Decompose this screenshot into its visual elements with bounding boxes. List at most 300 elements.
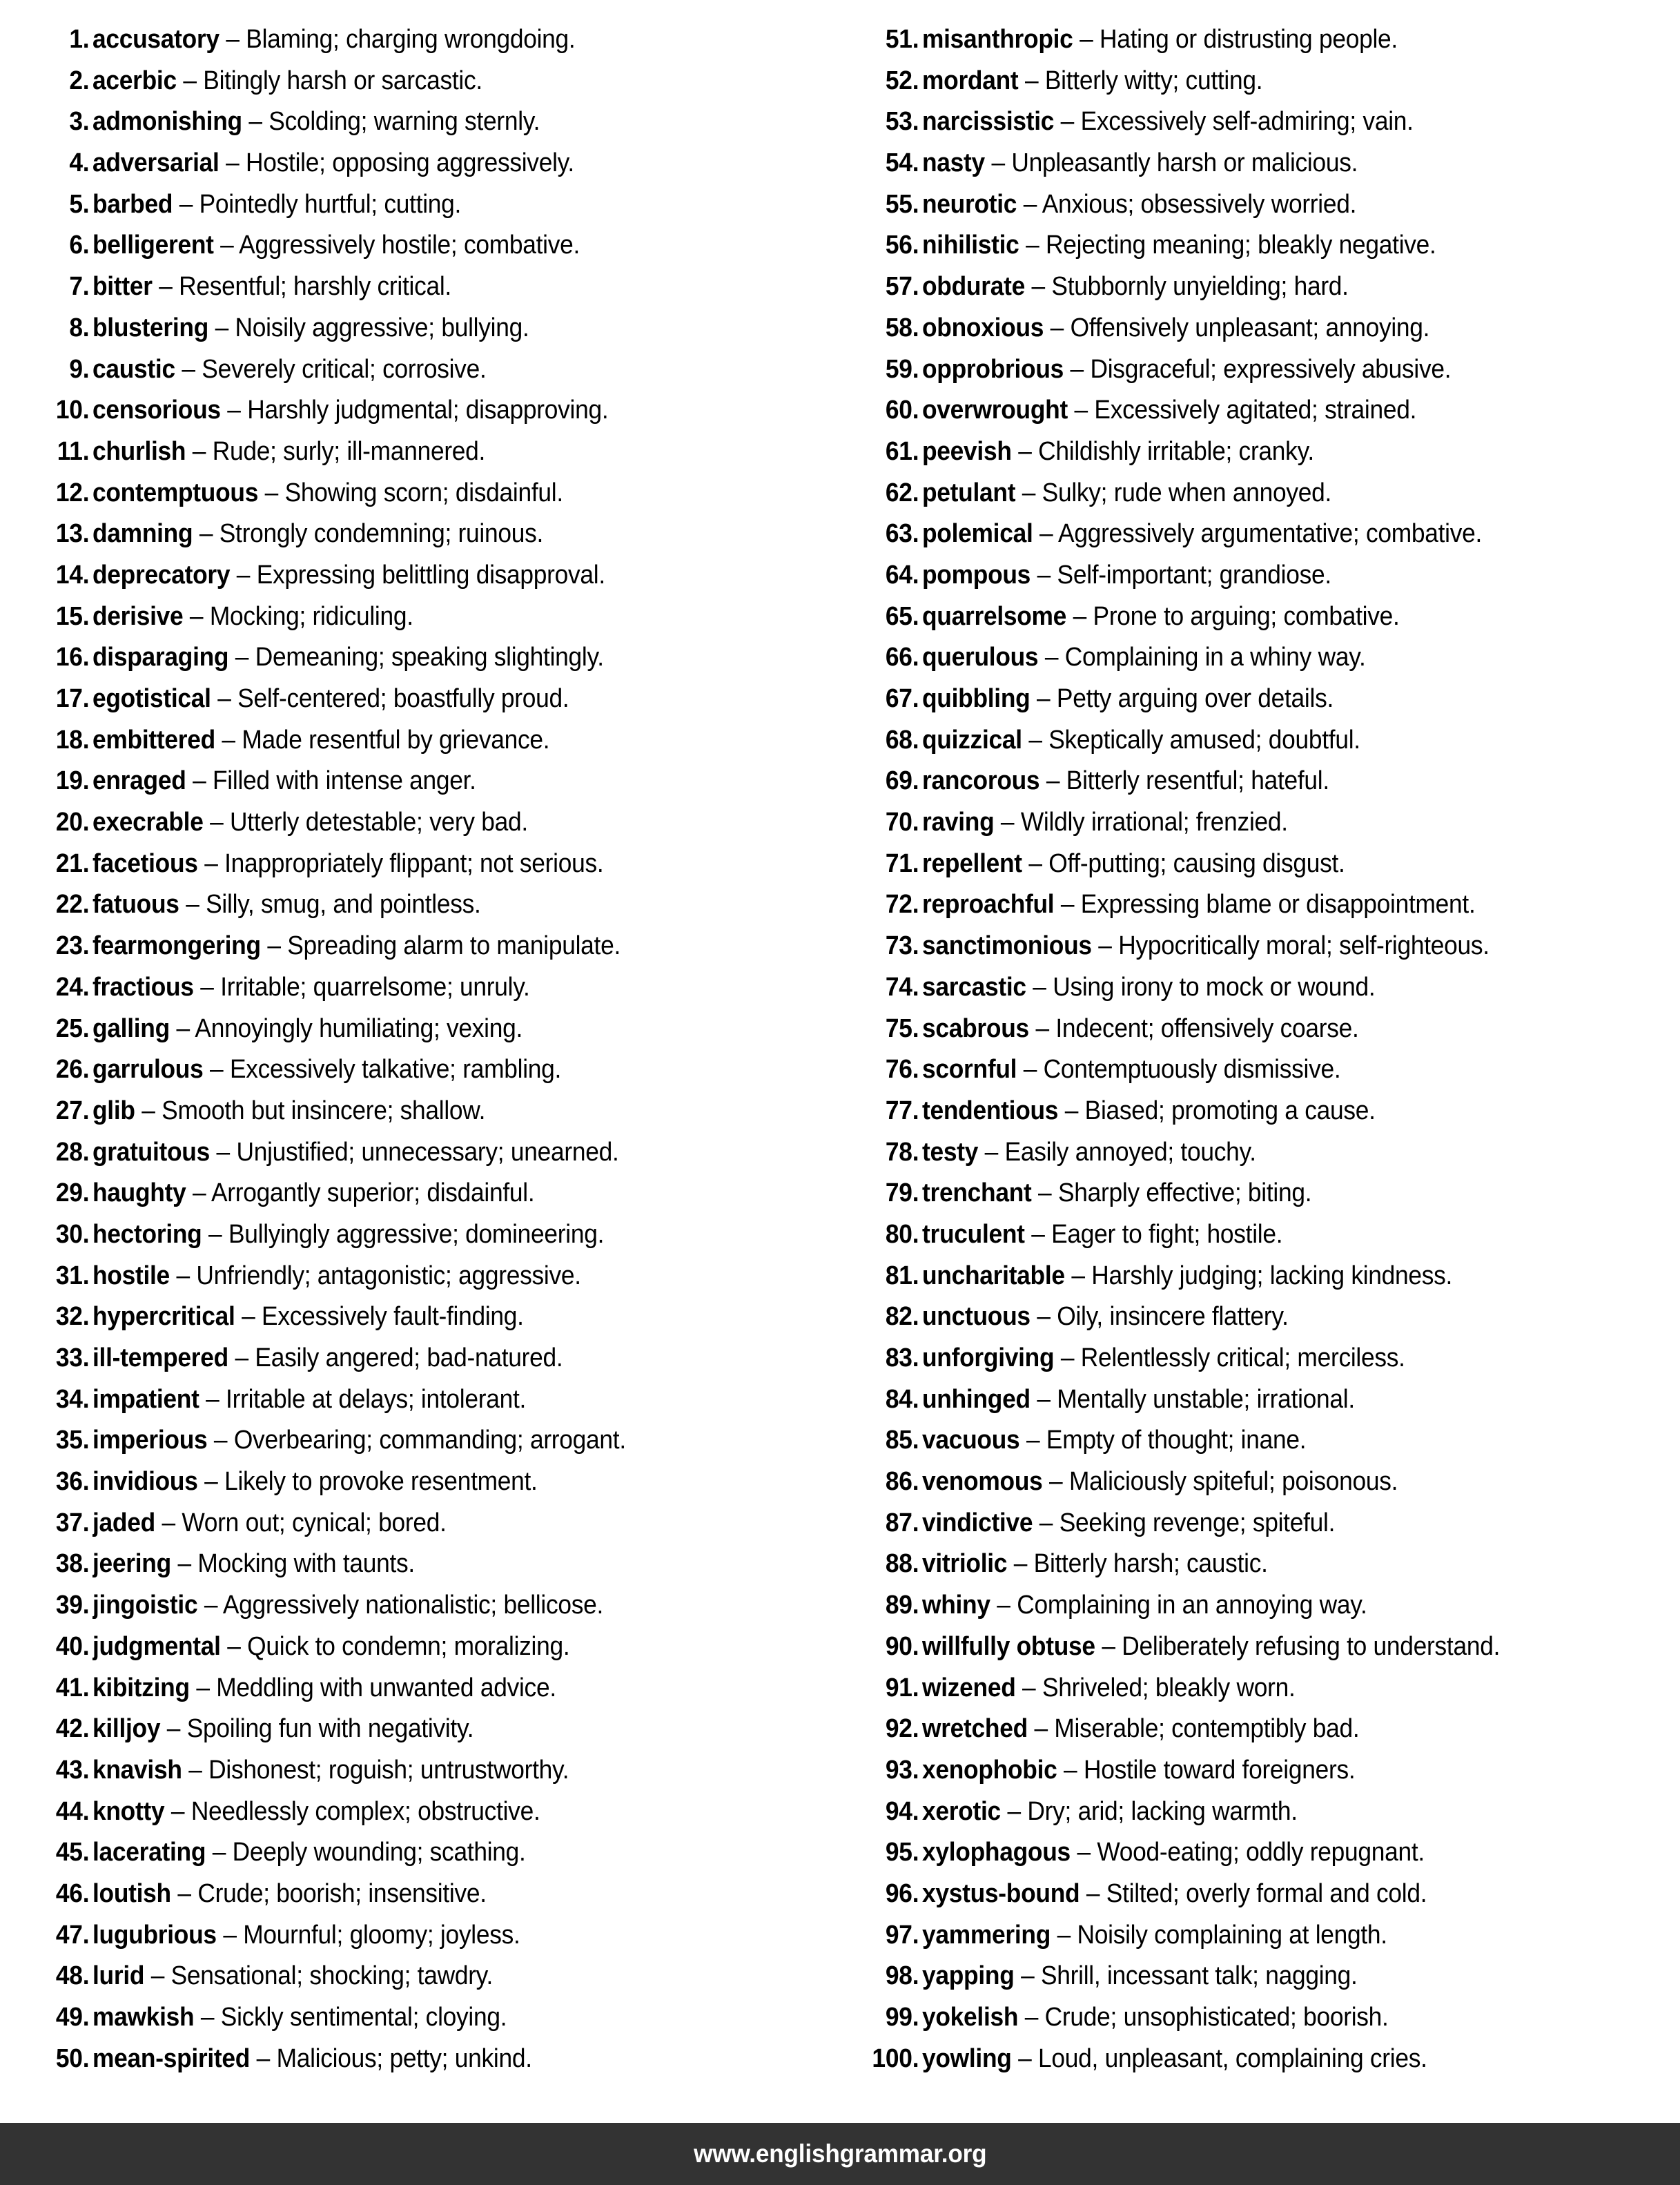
vocabulary-definition: Dishonest; roguish; untrustworthy. [208,1755,569,1785]
list-item-body [92,431,485,473]
vocabulary-word: galling [92,1013,170,1043]
vocabulary-word: vitriolic [922,1549,1008,1579]
vocabulary-word: rancorous [922,766,1040,796]
vocabulary-definition: Bullyingly aggressive; domineering. [228,1219,605,1249]
vocabulary-definition: Dry; arid; lacking warmth. [1027,1796,1298,1826]
list-item-number [29,1420,88,1461]
list-item-number-text: 37. [55,1508,90,1537]
list-item-number-text: 90. [885,1631,919,1661]
list-item-body [92,1049,561,1091]
list-item-body [922,1132,1256,1174]
separator-dash: – [1022,725,1049,755]
separator-dash: – [186,766,213,796]
separator-dash: – [1030,684,1057,713]
list-item-number [29,1297,88,1338]
word-list-item [29,431,826,473]
word-list-item [29,1750,826,1791]
list-item-number [29,1791,88,1833]
list-item-number [29,101,88,143]
vocabulary-definition: Noisily aggressive; bullying. [235,313,529,342]
vocabulary-word: quizzical [922,725,1022,755]
word-list-item [859,1091,1680,1132]
list-item-number [859,1750,918,1791]
separator-dash: – [189,1673,217,1702]
word-list-item [29,555,826,596]
separator-dash: – [1011,2043,1039,2073]
list-item-number [859,349,918,391]
list-item-body [922,1791,1298,1833]
list-item-number [859,1338,918,1379]
list-item-body [92,1832,526,1874]
list-item-number-text: 3. [69,107,90,137]
vocabulary-definition: Sharply effective; biting. [1057,1178,1312,1208]
separator-dash: – [170,1878,198,1908]
list-item-body [92,1791,540,1833]
list-item-body [92,1956,493,1997]
vocabulary-word: vindictive [922,1508,1033,1537]
list-item-body [92,1420,626,1461]
word-list-item [859,720,1680,761]
list-item-number [859,596,918,638]
list-item-number [29,473,88,514]
list-item-number-text: 23. [55,931,90,961]
list-item-body [92,720,549,761]
vocabulary-definition: Deeply wounding; scathing. [232,1838,526,1867]
list-item-body [922,637,1366,679]
vocabulary-definition: Annoyingly humiliating; vexing. [195,1013,523,1043]
list-item-body [922,1585,1367,1626]
list-item-number [859,2039,918,2080]
word-list-item [859,1544,1680,1585]
list-item-number [29,1832,88,1874]
vocabulary-word: reproachful [922,890,1055,920]
vocabulary-word: sanctimonious [922,931,1092,961]
list-item-body [92,926,621,967]
separator-dash: – [1058,1096,1085,1125]
word-list-item [29,1297,826,1338]
list-item-number-text: 87. [885,1508,919,1537]
separator-dash: – [213,231,240,260]
vocabulary-word: embittered [92,725,215,755]
list-item-number [29,2039,88,2080]
list-item-body [922,844,1345,885]
vocabulary-word: narcissistic [922,107,1055,137]
separator-dash: – [216,1920,244,1950]
list-item-body [922,266,1349,308]
vocabulary-definition: Sensational; shocking; tawdry. [170,1961,494,1991]
vocabulary-word: peevish [922,436,1012,466]
word-list-item [29,637,826,679]
word-list-item [29,473,826,514]
vocabulary-definition: Complaining in a whiny way. [1064,643,1366,672]
vocabulary-definition: Bitterly harsh; caustic. [1033,1549,1268,1579]
list-item-number-text: 18. [55,725,90,755]
separator-dash: – [1027,1714,1055,1744]
list-item-number-text: 19. [55,766,90,796]
separator-dash: – [193,519,219,549]
vocabulary-word: venomous [922,1467,1043,1497]
list-item-number-text: 1. [69,25,90,54]
word-list-item [29,1338,826,1379]
vocabulary-word: mordant [922,66,1019,95]
vocabulary-definition: Unjustified; unnecessary; unearned. [236,1137,619,1167]
word-list-item [29,1997,826,2039]
separator-dash: – [1030,1302,1057,1332]
list-item-number-text: 92. [885,1714,919,1744]
vocabulary-word: unhinged [922,1384,1031,1414]
word-list-item [859,637,1680,679]
list-item-number [29,555,88,596]
separator-dash: – [1018,66,1045,95]
vocabulary-word: contemptuous [92,478,259,507]
list-item-number [859,555,918,596]
list-item-number-text: 95. [885,1838,919,1867]
vocabulary-word: haughty [92,1178,186,1208]
vocabulary-definition: Unpleasantly harsh or malicious. [1011,148,1358,178]
word-list-item [859,1173,1680,1214]
vocabulary-word: jeering [92,1549,171,1579]
list-item-number [859,1544,918,1585]
word-list-item [859,967,1680,1009]
word-list-item [859,431,1680,473]
vocabulary-definition: Arrogantly superior; disdainful. [211,1178,535,1208]
vocabulary-definition: Expressing belittling disapproval. [256,560,605,590]
list-item-number [859,1049,918,1091]
list-item-body [92,1668,556,1709]
separator-dash: – [1000,1796,1028,1826]
word-list-item [859,1049,1680,1091]
list-item-number-text: 52. [885,66,919,95]
vocabulary-definition: Loud, unpleasant, complaining cries. [1038,2043,1427,2073]
list-item-body [92,1461,538,1503]
vocabulary-definition: Quick to condemn; moralizing. [247,1631,570,1661]
vocabulary-definition: Eager to fight; hostile. [1051,1219,1283,1249]
separator-dash: – [228,1343,255,1372]
list-item-number-text: 80. [885,1219,919,1249]
vocabulary-word: yokelish [922,2003,1019,2032]
word-list-item [29,225,826,266]
separator-dash: – [208,313,235,342]
list-item-body [92,884,481,926]
separator-dash: – [199,1384,226,1414]
vocabulary-definition: Overbearing; commanding; arrogant. [233,1426,626,1455]
vocabulary-word: sarcastic [922,972,1026,1002]
word-list-item [29,967,826,1009]
vocabulary-word: unforgiving [922,1343,1055,1372]
vocabulary-word: gratuitous [92,1137,210,1167]
list-item-number-text: 43. [55,1755,90,1785]
list-item-number [29,679,88,720]
list-item-number-text: 79. [885,1178,919,1208]
separator-dash: – [1057,1755,1084,1785]
word-list-item [29,1503,826,1544]
list-item-number-text: 40. [55,1631,90,1661]
list-item-body [922,802,1288,844]
list-item-number-text: 55. [885,189,919,219]
word-list-item [29,61,826,102]
word-list-item [859,761,1680,802]
vocabulary-word: nihilistic [922,231,1019,260]
list-item-number-text: 93. [885,1755,919,1785]
word-list-item [859,101,1680,143]
vocabulary-word: vacuous [922,1426,1020,1455]
vocabulary-word: bitter [92,272,153,302]
word-list-item [29,1214,826,1256]
list-item-number [29,1091,88,1132]
list-item-body [922,1173,1311,1214]
separator-dash: – [1007,1549,1034,1579]
list-item-number [29,1997,88,2039]
list-item-body [922,1297,1289,1338]
vocabulary-definition: Rejecting meaning; bleakly negative. [1046,231,1436,260]
vocabulary-definition: Biased; promoting a cause. [1084,1096,1376,1125]
vocabulary-definition: Mocking with taunts. [197,1549,415,1579]
list-item-number-text: 10. [55,396,90,425]
vocabulary-definition: Aggressively hostile; combative. [239,231,580,260]
separator-dash: – [220,396,248,425]
separator-dash: – [1017,1055,1044,1085]
vocabulary-word: mean-spirited [92,2043,251,2073]
list-item-body [922,926,1489,967]
word-list-item [29,720,826,761]
list-item-body [922,101,1414,143]
vocabulary-word: yapping [922,1961,1015,1991]
list-item-number-text: 45. [55,1838,90,1867]
list-item-body [922,1874,1427,1915]
list-item-body [922,1626,1500,1668]
vocabulary-word: kibitzing [92,1673,190,1702]
vocabulary-definition: Inappropriately flippant; not serious. [224,848,604,878]
list-item-body [92,1750,569,1791]
vocabulary-definition: Childishly irritable; cranky. [1038,436,1314,466]
separator-dash: – [258,478,285,507]
separator-dash: – [1038,643,1065,672]
word-list-item [29,802,826,844]
separator-dash: – [1031,1178,1058,1208]
list-item-number [859,143,918,184]
list-item-body [922,431,1314,473]
vocabulary-word: imperious [92,1426,208,1455]
list-item-number [859,884,918,926]
vocabulary-word: opprobrious [922,354,1064,384]
vocabulary-word: accusatory [92,25,219,54]
list-item-number [29,1214,88,1256]
separator-dash: – [197,848,225,878]
separator-dash: – [211,684,238,713]
vocabulary-definition: Complaining in an annoying way. [1017,1591,1367,1620]
vocabulary-word: obnoxious [922,313,1044,342]
vocabulary-definition: Self-centered; boastfully proud. [237,684,569,713]
list-item-number [29,1544,88,1585]
list-item-body [922,679,1334,720]
vocabulary-definition: Mentally unstable; irrational. [1057,1384,1355,1414]
list-item-body [922,1338,1405,1379]
separator-dash: – [179,890,206,920]
word-list-item [29,1544,826,1585]
list-item-number-text: 22. [55,890,90,920]
word-list-item [859,1379,1680,1421]
vocabulary-word: whiny [922,1591,990,1620]
word-list-item [859,1626,1680,1668]
list-item-body [922,1049,1340,1091]
list-item-number [29,1626,88,1668]
separator-dash: – [1033,519,1059,549]
vocabulary-word: scornful [922,1055,1017,1085]
vocabulary-definition: Expressing blame or disappointment. [1080,890,1476,920]
list-item-number [859,1420,918,1461]
word-list-item [29,308,826,349]
list-item-number [859,1256,918,1297]
vocabulary-definition: Easily annoyed; touchy. [1004,1137,1256,1167]
separator-dash: – [1064,1261,1092,1290]
vocabulary-word: censorious [92,396,221,425]
vocabulary-word: hectoring [92,1219,202,1249]
list-item-number [29,1585,88,1626]
list-item-number-text: 9. [69,354,90,384]
word-list-item [29,2039,826,2080]
separator-dash: – [1015,478,1042,507]
word-list-item [29,101,826,143]
separator-dash: – [1024,272,1052,302]
word-list-item [859,1956,1680,1997]
separator-dash: – [173,189,199,219]
vocabulary-definition: Harshly judging; lacking kindness. [1091,1261,1453,1290]
list-item-body [922,555,1331,596]
separator-dash: – [1019,231,1046,260]
vocabulary-definition: Sulky; rude when annoyed. [1042,478,1332,507]
vocabulary-word: barbed [92,189,173,219]
vocabulary-definition: Excessively talkative; rambling. [229,1055,562,1085]
word-list-item [859,143,1680,184]
footer-bar [0,2123,1680,2185]
list-item-body [922,1668,1296,1709]
word-list-item [29,1832,826,1874]
list-item-number [859,761,918,802]
list-item-number [29,390,88,431]
list-item-number [29,1503,88,1544]
list-item-body [922,967,1375,1009]
list-item-number [859,225,918,266]
separator-dash: – [170,1549,198,1579]
separator-dash: – [1011,436,1039,466]
vocabulary-word: willfully obtuse [922,1631,1095,1661]
vocabulary-word: belligerent [92,231,214,260]
list-item-number [29,1668,88,1709]
word-list-item [29,761,826,802]
word-list-item [859,1297,1680,1338]
list-item-body [92,266,451,308]
list-item-number-text: 50. [55,2043,90,2073]
list-item-number [859,1832,918,1874]
vocabulary-word: xerotic [922,1796,1001,1826]
vocabulary-definition: Wood-eating; oddly repugnant. [1097,1838,1425,1867]
vocabulary-word: xystus-bound [922,1878,1080,1908]
vocabulary-word: scabrous [922,1013,1029,1043]
list-item-number-text: 72. [885,890,919,920]
vocabulary-definition: Contemptuously dismissive. [1043,1055,1341,1085]
word-list-item [29,1915,826,1956]
vocabulary-definition: Pointedly hurtful; cutting. [199,189,462,219]
word-list-item [29,1626,826,1668]
list-item-number [859,1297,918,1338]
separator-dash: – [193,972,221,1002]
vocabulary-word: derisive [92,601,184,631]
vocabulary-definition: Unfriendly; antagonistic; aggressive. [196,1261,581,1290]
list-item-number-text: 8. [69,313,90,342]
list-item-number-text: 83. [885,1343,919,1372]
vocabulary-word: knavish [92,1755,182,1785]
separator-dash: – [202,1219,228,1249]
list-item-number-text: 17. [55,684,90,713]
list-item-number [859,802,918,844]
separator-dash: – [984,148,1012,178]
vocabulary-definition: Strongly condemning; ruinous. [219,519,544,549]
list-item-number-text: 41. [55,1673,90,1702]
list-item-number-text: 42. [55,1714,90,1744]
vocabulary-word: blustering [92,313,209,342]
list-item-number [29,308,88,349]
list-item-number [859,61,918,102]
list-item-number [859,1009,918,1050]
separator-dash: – [230,560,257,590]
vocabulary-word: disparaging [92,643,229,672]
separator-dash: – [1022,848,1049,878]
list-item-number-text: 59. [885,354,919,384]
vocabulary-word: overwrought [922,396,1068,425]
list-item-body [922,1832,1425,1874]
list-item-number [29,1132,88,1174]
vocabulary-word: facetious [92,848,198,878]
vocabulary-definition: Severely critical; corrosive. [202,354,487,384]
list-item-number [29,1915,88,1956]
vocabulary-definition: Seeking revenge; spiteful. [1059,1508,1336,1537]
list-item-body [92,184,461,226]
separator-dash: – [990,1591,1017,1620]
word-list-item [859,473,1680,514]
vocabulary-definition: Shriveled; bleakly worn. [1042,1673,1296,1702]
list-item-body [92,514,543,555]
list-item-number-text: 48. [55,1961,90,1991]
list-item-body [922,61,1262,102]
list-item-body [922,308,1429,349]
word-list-item [29,1049,826,1091]
list-item-number-text: 78. [885,1137,919,1167]
vocabulary-word: repellent [922,848,1022,878]
word-list-item [859,184,1680,226]
list-item-body [922,514,1482,555]
word-list-item [859,679,1680,720]
list-item-number [859,390,918,431]
word-list-item [29,1173,826,1214]
vocabulary-word: knotty [92,1796,165,1826]
list-item-number [859,720,918,761]
list-item-number-text: 39. [55,1591,90,1620]
vocabulary-word: adversarial [92,148,219,178]
separator-dash: – [1028,1013,1056,1043]
vocabulary-word: jaded [92,1508,155,1537]
word-list-item [859,1750,1680,1791]
list-item-body [92,1997,507,2039]
vocabulary-definition: Maliciously spiteful; poisonous. [1068,1467,1398,1497]
list-item-number-text: 91. [885,1673,919,1702]
vocabulary-definition: Hostile; opposing aggressively. [246,148,574,178]
list-item-body [92,1626,569,1668]
list-item-number [29,1461,88,1503]
separator-dash: – [1039,766,1066,796]
list-item-body [92,1544,415,1585]
vocabulary-definition: Empty of thought; inane. [1046,1426,1307,1455]
separator-dash: – [1014,1961,1041,1991]
